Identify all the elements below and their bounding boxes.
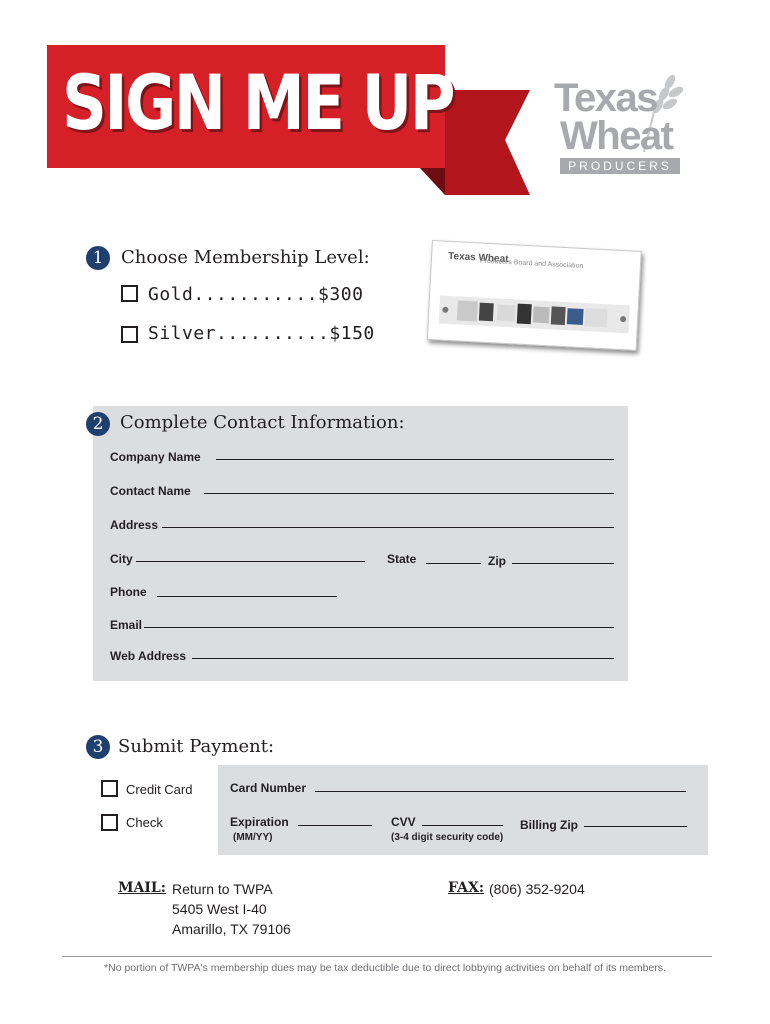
company-name-label: Company Name (110, 450, 201, 464)
logo-texas: Texas (554, 76, 657, 120)
check-checkbox[interactable] (101, 814, 118, 831)
company-name-field[interactable] (216, 459, 614, 460)
address-field[interactable] (162, 527, 614, 528)
credit-card-label: Credit Card (126, 782, 193, 797)
gold-level-label: Gold...........$300 (148, 284, 364, 305)
banner-title: SIGN ME UP (62, 58, 454, 147)
credit-card-checkbox[interactable] (101, 780, 118, 797)
website-preview-image (427, 240, 642, 351)
silver-checkbox[interactable] (121, 326, 138, 343)
mail-address (172, 879, 291, 939)
step-2-number: 2 (86, 412, 110, 436)
email-field[interactable] (144, 627, 614, 628)
cvv-field[interactable] (422, 825, 503, 826)
mail-label: MAIL: (118, 880, 166, 896)
contact-info-box (93, 406, 628, 681)
preview-header: Producers Board and Association (479, 257, 584, 270)
step-3-title: Submit Payment: (118, 736, 275, 757)
mail-line-1: Return to TWPA (172, 881, 273, 897)
web-address-field[interactable] (192, 658, 614, 659)
city-label: City (110, 552, 133, 566)
step-1-title: Choose Membership Level: (121, 247, 370, 268)
logo-wheat: Wheat (560, 114, 673, 158)
expiration-field[interactable] (298, 825, 372, 826)
billing-zip-label: Billing Zip (520, 818, 578, 832)
mail-line-3: Amarillo, TX 79106 (172, 921, 291, 937)
mail-line-2: 5405 West I-40 (172, 901, 267, 917)
expiration-label: Expiration (230, 815, 289, 829)
step-1-number: 1 (86, 246, 110, 270)
billing-zip-field[interactable] (584, 826, 687, 827)
sign-me-up-banner (0, 0, 540, 205)
address-label: Address (110, 518, 159, 532)
state-field[interactable] (426, 563, 481, 564)
tax-footnote: *No portion of TWPA's membership dues may be tax deductible due to direct lobbying activities on behalf of its members. (104, 962, 666, 974)
contact-name-field[interactable] (204, 493, 614, 494)
expiration-hint: (MM/YY) (233, 832, 273, 843)
texas-wheat-logo (552, 70, 692, 180)
gold-checkbox[interactable] (121, 285, 138, 302)
city-field[interactable] (136, 561, 365, 562)
logo-producers: PRODUCERS (560, 158, 680, 174)
state-label: State (387, 552, 417, 566)
check-label: Check (126, 815, 163, 830)
silver-level-label: Silver..........$150 (148, 323, 375, 344)
footer-divider (62, 956, 712, 957)
card-number-label: Card Number (230, 781, 307, 795)
email-label: Email (110, 618, 143, 632)
cvv-label: CVV (391, 815, 416, 829)
phone-field[interactable] (157, 596, 337, 597)
zip-label: Zip (488, 554, 506, 568)
preview-logo-text: Texas Wheat (447, 250, 509, 266)
preview-banner-strip (439, 296, 630, 334)
step-3-number: 3 (86, 735, 110, 759)
fax-label: FAX: (448, 880, 485, 896)
zip-field[interactable] (512, 563, 614, 564)
preview-strip-graphics (439, 296, 630, 334)
cvv-hint: (3-4 digit security code) (391, 832, 504, 843)
phone-label: Phone (110, 585, 147, 599)
fax-number: (806) 352-9204 (489, 881, 585, 897)
contact-name-label: Contact Name (110, 484, 191, 498)
card-number-field[interactable] (315, 791, 686, 792)
web-address-label: Web Address (110, 649, 187, 663)
step-2-title: Complete Contact Information: (120, 412, 405, 433)
